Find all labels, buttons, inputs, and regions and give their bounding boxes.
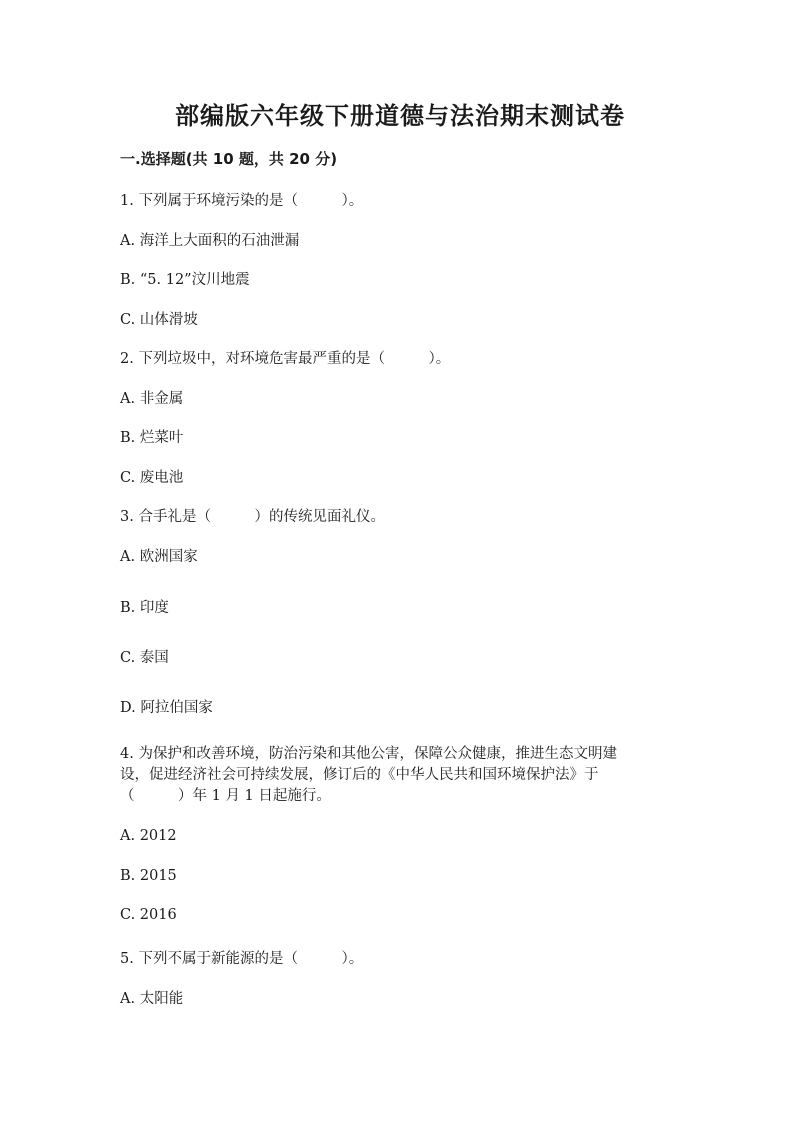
question-1-option-a: A. 海洋上大面积的石油泄漏 bbox=[120, 233, 300, 249]
question-2-option-a: A. 非金属 bbox=[120, 391, 184, 407]
question-4-stem-line-3: （ ）年 1 月 1 日起施行。 bbox=[120, 788, 331, 804]
question-4-option-c: C. 2016 bbox=[120, 907, 177, 923]
question-3-option-d: D. 阿拉伯国家 bbox=[120, 700, 213, 716]
question-1-option-b: B. “5. 12”汶川地震 bbox=[120, 272, 250, 288]
question-4-option-a: A. 2012 bbox=[120, 828, 177, 844]
question-1-stem: 1. 下列属于环境污染的是（ ）。 bbox=[120, 193, 364, 209]
question-5-option-a: A. 太阳能 bbox=[120, 991, 184, 1007]
question-4-stem-line-1: 4. 为保护和改善环境，防治污染和其他公害，保障公众健康，推进生态文明建 bbox=[120, 746, 617, 762]
question-3-option-c: C. 泰国 bbox=[120, 650, 169, 666]
question-2-option-b: B. 烂菜叶 bbox=[120, 430, 184, 446]
question-5-stem: 5. 下列不属于新能源的是（ ）。 bbox=[120, 951, 364, 967]
question-2-option-c: C. 废电池 bbox=[120, 470, 184, 486]
question-4-option-b: B. 2015 bbox=[120, 868, 177, 884]
question-2-stem: 2. 下列垃圾中，对环境危害最严重的是（ ）。 bbox=[120, 351, 451, 367]
question-4-stem bbox=[120, 744, 680, 807]
question-3-option-b: B. 印度 bbox=[120, 600, 169, 616]
question-3-stem: 3. 合手礼是（ ）的传统见面礼仪。 bbox=[120, 509, 385, 525]
section-heading: 一.选择题(共 10 题，共 20 分) bbox=[120, 150, 338, 168]
question-3-option-a: A. 欧洲国家 bbox=[120, 549, 198, 565]
page-title: 部编版六年级下册道德与法治期末测试卷 bbox=[175, 101, 625, 130]
question-4-stem-line-2: 设，促进经济社会可持续发展，修订后的《中华人民共和国环境保护法》于 bbox=[120, 767, 599, 783]
question-1-option-c: C. 山体滑坡 bbox=[120, 312, 198, 328]
